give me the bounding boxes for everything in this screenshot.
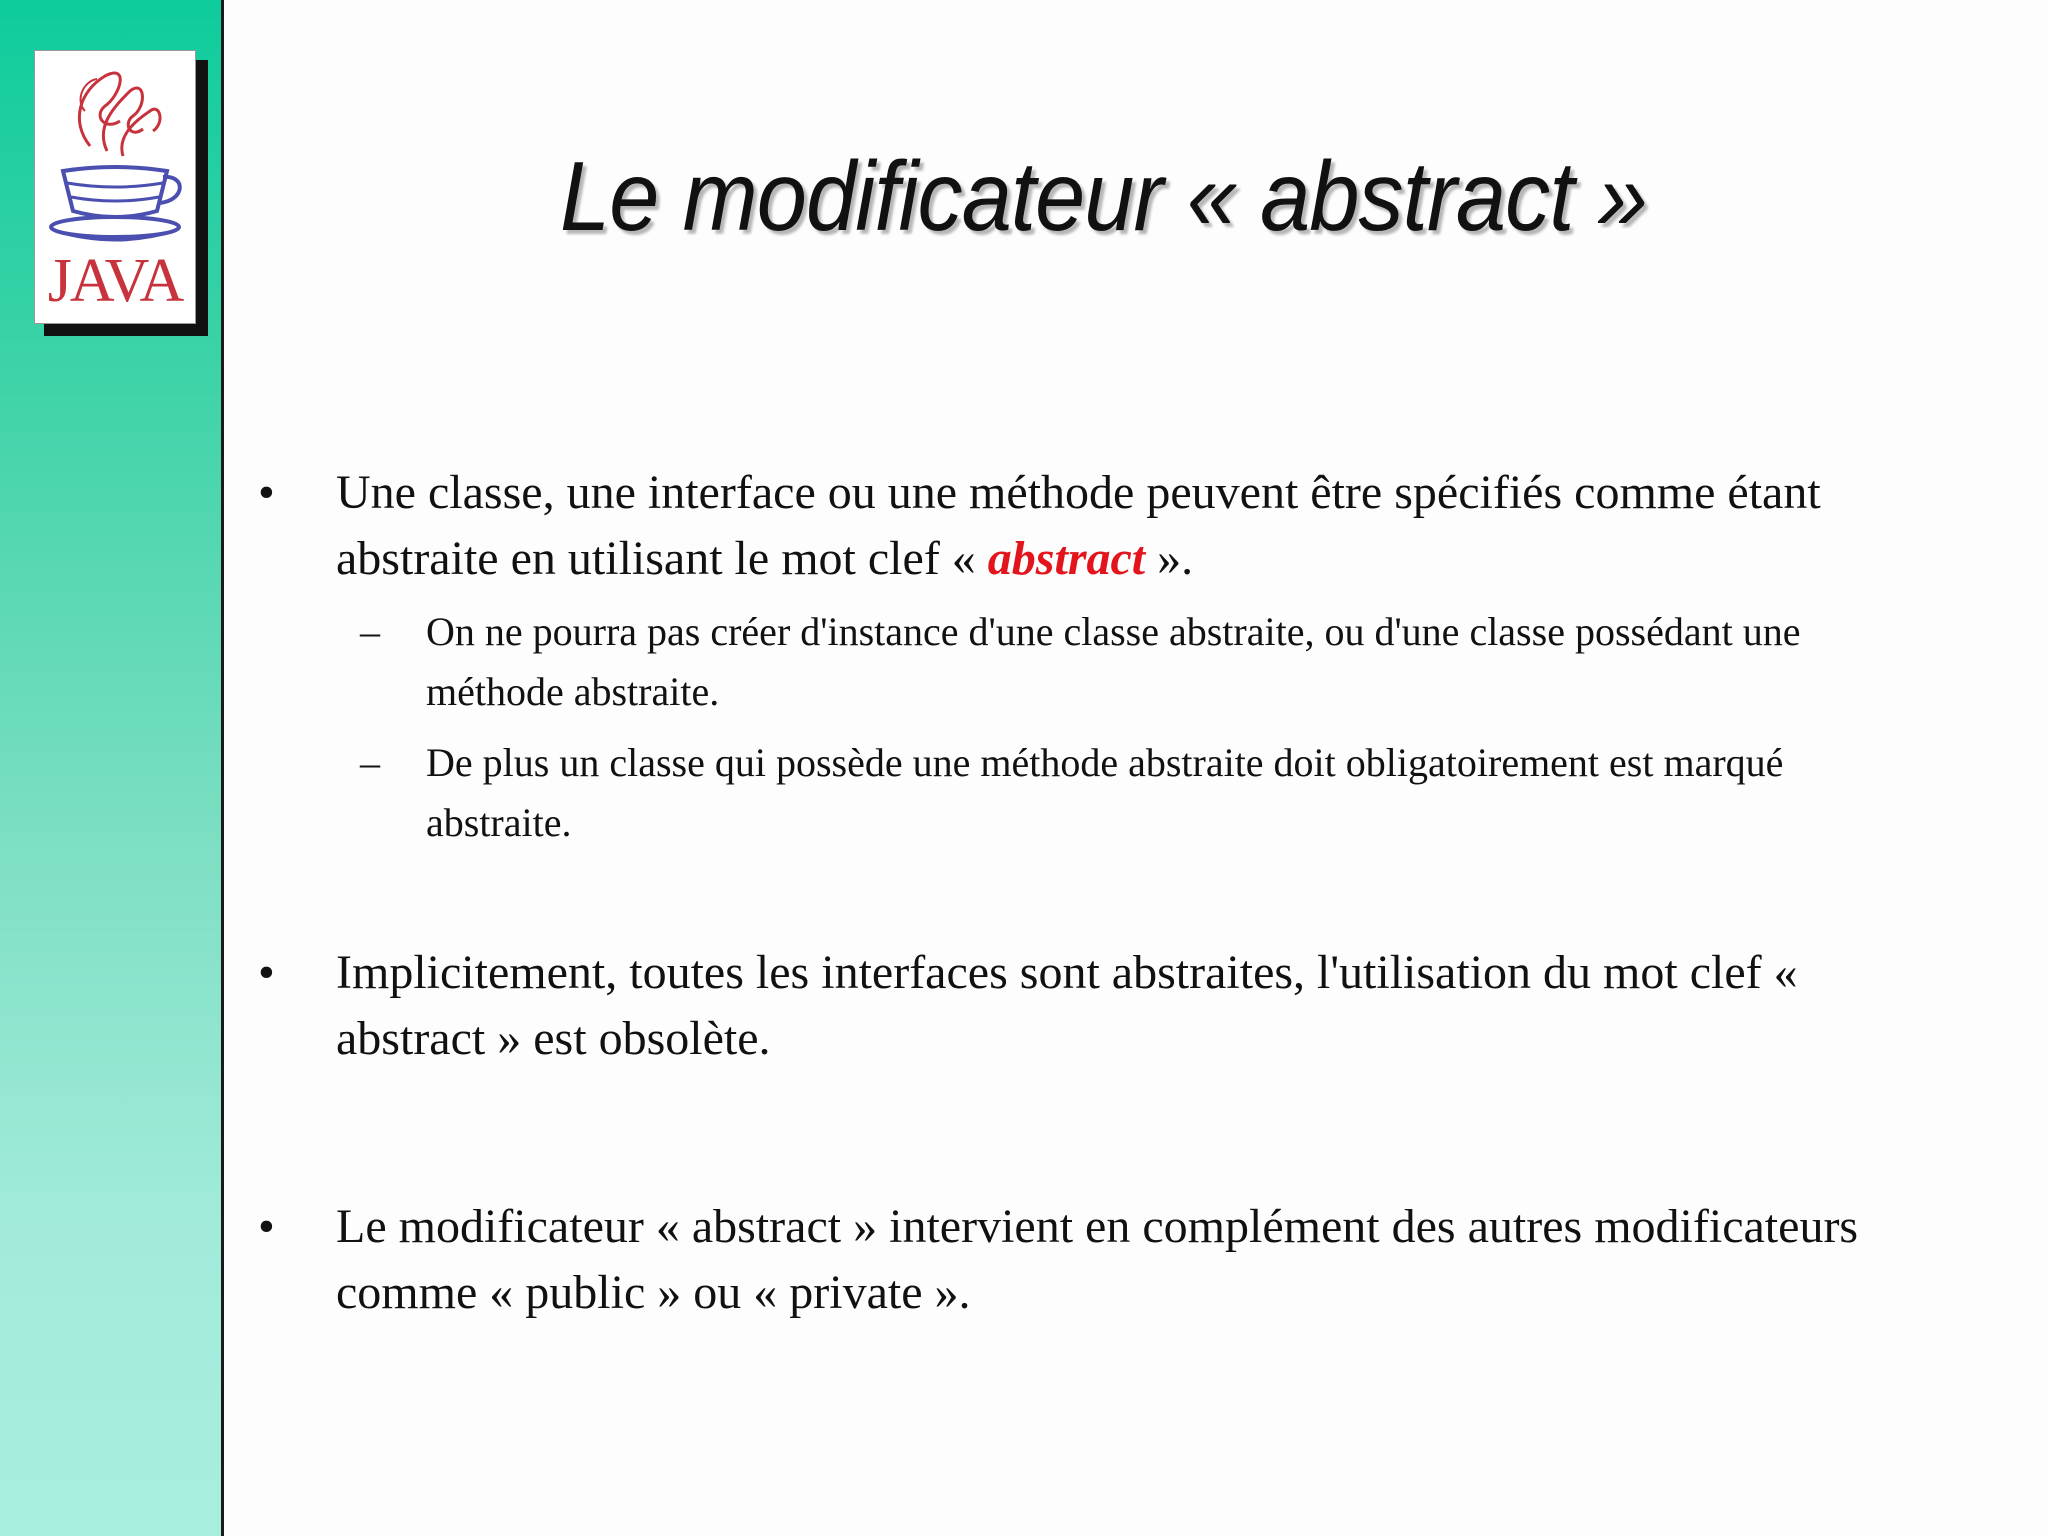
svg-text:JAVA: JAVA [47,247,183,315]
dash-marker: – [360,609,380,654]
sub-item-text: On ne pourra pas créer d'instance d'une classe abstraite, ou d'une classe possédant une méthode abstraite. [426,609,1801,714]
bullet-marker: • [258,946,275,999]
abstract-keyword: abstract [987,532,1146,585]
sidebar [0,0,224,1536]
bullet-text: Implicitement, toutes les interfaces sont abstraites, l'utilisation du mot clef « abstract » est obsolète. [336,946,1798,1065]
dash-marker: – [360,740,380,785]
slide-title: Le modificateur « abstract » [560,141,1647,251]
bullet-item-2 [258,940,1898,1080]
bullet-marker: • [258,1200,275,1253]
bullet-text: Une classe, une interface ou une méthode peuvent être spécifiés comme étant abstraite en utilisant le mot clef « abstract ». [336,466,1821,585]
sub-item-2 [360,733,1880,853]
java-logo [34,50,196,324]
bullet-item-3 [258,1194,1898,1334]
java-coffee-cup-icon [35,51,195,323]
bullet-item-1 [258,460,1898,600]
bullet-marker: • [258,466,275,519]
sub-item-text: De plus un classe qui possède une méthode abstraite doit obligatoirement est marqué abstraite. [426,740,1784,845]
bullet-text: Le modificateur « abstract » intervient en complément des autres modificateurs comme « public » ou « private ». [336,1200,1859,1319]
sub-item-1 [360,602,1880,722]
